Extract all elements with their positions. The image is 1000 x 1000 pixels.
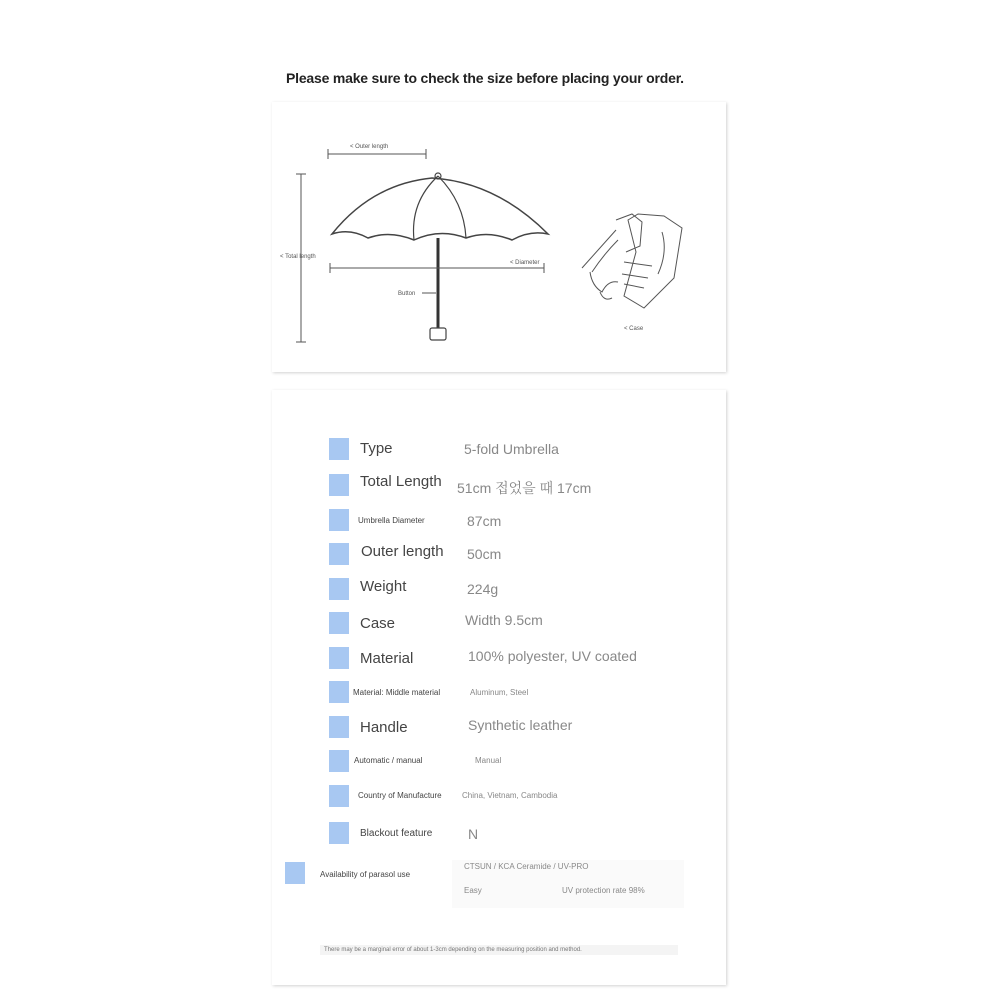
spec-label: Handle xyxy=(360,719,408,736)
spec-label: Blackout feature xyxy=(360,828,433,839)
case-label: < Case xyxy=(624,326,644,332)
spec-bullet xyxy=(329,509,349,531)
spec-label: Type xyxy=(360,440,393,457)
spec-value: UV protection rate 98% xyxy=(562,886,645,895)
diagram-panel xyxy=(272,102,726,372)
spec-value: N xyxy=(468,826,479,842)
spec-label: Material: Middle material xyxy=(353,688,441,697)
measurement-footnote: There may be a marginal error of about 1-3cm depending on the measuring position and method. xyxy=(320,945,678,955)
spec-bullet xyxy=(329,716,349,738)
spec-row-diameter xyxy=(272,507,726,537)
spec-row-outer-length xyxy=(272,541,726,571)
spec-value: Synthetic leather xyxy=(468,717,573,733)
spec-bullet xyxy=(329,822,349,844)
spec-row-blackout xyxy=(272,822,726,852)
spec-label: Material xyxy=(360,650,414,667)
spec-row-handle xyxy=(272,714,726,744)
spec-bullet xyxy=(329,578,349,600)
spec-bullet xyxy=(329,612,349,634)
spec-value: Aluminum, Steel xyxy=(470,688,529,697)
spec-row-type xyxy=(272,437,726,467)
total-length-label: < Total length xyxy=(280,254,316,260)
spec-label: Total Length xyxy=(360,473,442,490)
diameter-label: < Diameter xyxy=(510,260,540,266)
spec-label: Case xyxy=(360,615,396,632)
spec-bullet xyxy=(329,647,349,669)
spec-bullet xyxy=(329,474,349,496)
spec-value: CTSUN / KCA Ceramide / UV-PRO xyxy=(464,862,589,871)
hand-case-sketch xyxy=(582,214,682,308)
spec-label: Weight xyxy=(360,578,407,595)
spec-row-total-length xyxy=(272,471,726,501)
spec-label: Country of Manufacture xyxy=(358,791,442,800)
spec-value: 51cm 접었을 때 17cm xyxy=(457,480,592,496)
spec-bullet xyxy=(285,862,305,884)
spec-label: Automatic / manual xyxy=(354,756,423,765)
spec-value: Manual xyxy=(475,756,502,765)
spec-bullet xyxy=(329,543,349,565)
size-notice: Please make sure to check the size before placing your order. xyxy=(286,70,684,86)
spec-value: Easy xyxy=(464,886,482,895)
spec-bullet xyxy=(329,750,349,772)
spec-value: 50cm xyxy=(467,546,502,562)
spec-value: 100% polyester, UV coated xyxy=(468,648,637,664)
outer-length-label: < Outer length xyxy=(350,144,389,150)
spec-value: 224g xyxy=(467,581,499,597)
spec-panel xyxy=(272,390,726,985)
spec-row-weight xyxy=(272,576,726,606)
spec-bullet xyxy=(329,785,349,807)
spec-bullet xyxy=(329,681,349,703)
button-label: Button xyxy=(398,291,416,297)
spec-value: 5-fold Umbrella xyxy=(464,441,559,457)
spec-value: 87cm xyxy=(467,513,502,529)
spec-bullet xyxy=(329,438,349,460)
spec-row-automatic xyxy=(272,749,726,779)
spec-label: Outer length xyxy=(361,543,444,560)
spec-value: China, Vietnam, Cambodia xyxy=(462,791,558,800)
spec-row-case xyxy=(272,610,726,640)
spec-row-country xyxy=(272,784,726,814)
spec-row-middle-material xyxy=(272,680,726,710)
umbrella-diagram xyxy=(272,102,726,372)
spec-label: Umbrella Diameter xyxy=(358,516,425,525)
spec-row-parasol xyxy=(272,860,726,895)
spec-value: Width 9.5cm xyxy=(465,612,543,628)
spec-row-material xyxy=(272,646,726,676)
spec-label: Availability of parasol use xyxy=(320,870,411,879)
